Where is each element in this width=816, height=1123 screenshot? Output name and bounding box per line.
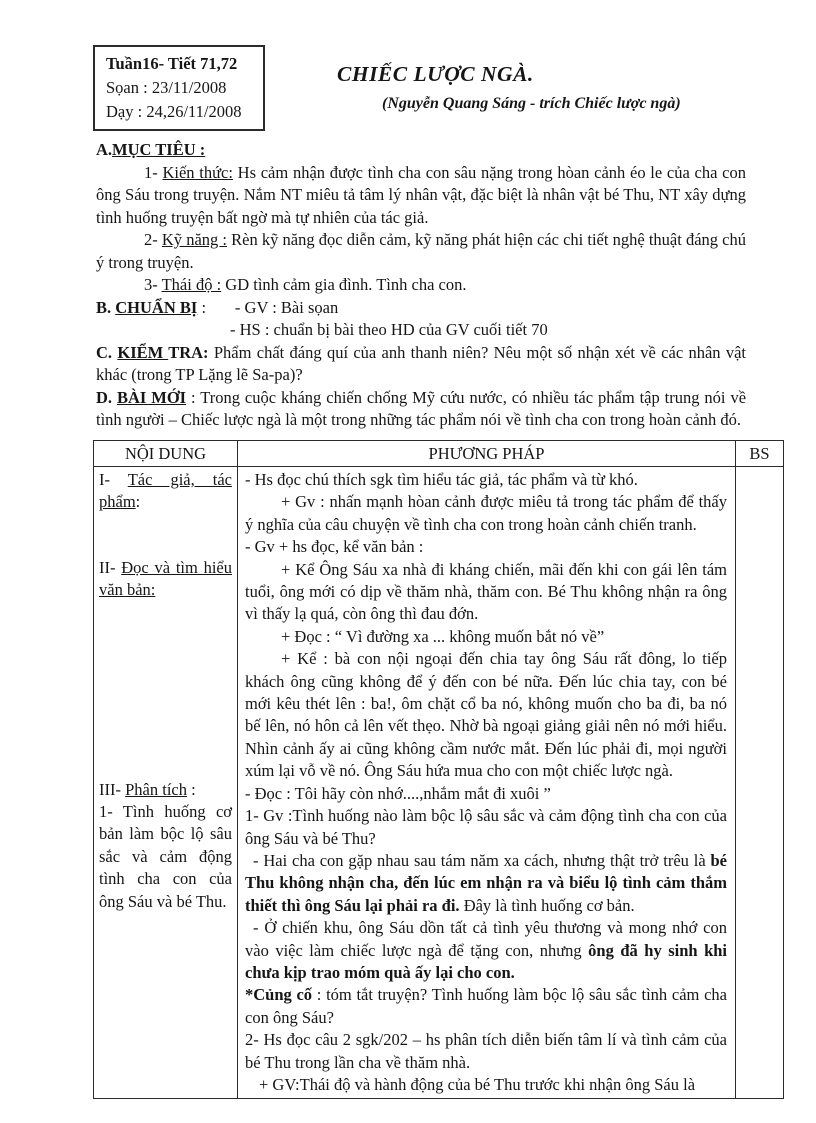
text-run: Phân tích <box>125 779 187 799</box>
para-gv-nhan-manh <box>245 491 727 536</box>
para-gv-cau-hoi-tinh-huong <box>245 805 727 850</box>
para-thai-do <box>96 274 746 297</box>
lesson-plan-table <box>93 440 784 1099</box>
text-run: - HS : chuẩn bị bài theo HD của GV cuối tiết 70 <box>230 320 548 339</box>
para-doc-vi-duong-xa <box>245 626 727 648</box>
table-header-row <box>94 441 784 467</box>
text-run: D. <box>96 387 117 407</box>
text-run: Kỹ năng : <box>161 230 228 249</box>
para-chuan-bi-hs <box>96 319 746 342</box>
week-period-label: Tuần16- Tiết 71,72 <box>106 54 238 73</box>
text-run: bé Thu không nhận cha, đến lúc em nhận ra và biểu lộ tình cảm thắm thiết thì ông Sáu lại phải ra đi. <box>245 850 727 915</box>
text-run: + Gv : nhấn mạnh hòan cảnh được miêu tả trong tác phẩm để thấy ý nghĩa của câu chuyện về tình cha con trong hoàn cảnh chiến tranh. <box>245 492 727 534</box>
column-header-bs: BS <box>736 441 784 467</box>
page-subtitle: (Nguyễn Quang Sáng - trích Chiếc lược ngà) <box>382 95 681 112</box>
para-hs-doc-cau-2 <box>245 1029 727 1074</box>
text-run: - GV : Bài sọan <box>206 297 339 317</box>
text-run: 3- <box>144 275 162 294</box>
para-hs-doc-chu-thich <box>245 469 727 491</box>
table-body-row <box>94 467 784 1099</box>
text-run: Hs cảm nhận được tình cha con sâu nặng trong hòan cảnh éo le của cha con ông Sáu trong truyện. Nắm NT miêu tả tâm lý nhân vật, đặc biệt là nhân vật bé Thu, NT xây dựng tình huống truyện bất ngờ mà tự nhiên của tác giả. <box>96 162 746 227</box>
text-run: III- <box>99 779 126 799</box>
para-kien-thuc <box>96 162 746 230</box>
text-run: B. <box>96 297 116 317</box>
text-run: - Hs đọc chú thích sgk tìm hiểu tác giả, tác phẩm và từ khó. <box>245 470 638 489</box>
text-run: + Kể : bà con nội ngoại đến chia tay ông Sáu rất đông, lo tiếp khách ông cũng không để ý đến con bé nữa. Đến lúc chia tay, con bé mới kêu thét lên : ba!, ôm chặt cổ ba nó, không muốn cho ba đi, ba nó bế lên, nó hôn cả lên vết thẹo. Nhờ bà ngoại giảng giải nên nó mới hiểu. Nhìn cảnh ấy ai cũng không cầm nước mắt. Đến lúc phải đi, mọi người xúm lại vỗ về nó. Ông Sáu hứa mua cho con một chiếc lược ngà. <box>245 649 727 781</box>
para-ky-nang <box>96 229 746 274</box>
text-run: BÀI MỚI <box>116 387 187 407</box>
content-outline-cell <box>94 467 238 1099</box>
text-run: Đọc và tìm hiểu văn bản: <box>99 557 232 600</box>
text-run: I- <box>99 470 128 489</box>
bs-cell <box>736 467 784 1099</box>
para-hai-cha-con <box>245 850 727 917</box>
column-header-phuong-phap: PHƯƠNG PHÁP <box>238 441 736 467</box>
text-run: Đây là tình huống cơ bản. <box>459 895 635 915</box>
prepared-date-label: Sọan : 23/11/2008 <box>106 78 227 97</box>
text-run: CHUẨN BỊ <box>115 297 198 317</box>
para-bai-moi <box>96 387 746 432</box>
text-run: + Đọc : “ Vì đường xa ... không muốn bắt nó về” <box>281 626 605 646</box>
text-run: - Đọc : Tôi hãy còn nhớ....,nhắm mắt đi xuôi ” <box>245 783 551 803</box>
text-run: : Trong cuộc kháng chiến chống Mỹ cứu nước, có nhiều tác phẩm tập trung nói về tình người – Chiếc lược ngà là một trong những tác phẩm nói về tình cha con trong hoàn cảnh đó. <box>96 387 747 429</box>
text-run: - Ở chiến khu, ông Sáu dồn tất cả tình yêu thương và mong nhớ con vào việc làm chiếc lược ngà để tặng con, nhưng <box>245 918 727 960</box>
text-run: + GV:Thái độ và hành động của bé Thu trước khi nhận ông Sáu là <box>259 1074 696 1094</box>
item-doc-va-tim-hieu <box>99 557 232 602</box>
method-cell <box>238 467 736 1099</box>
text-run: : <box>186 779 196 799</box>
item-phan-tich <box>99 779 232 801</box>
text-run: TRA: <box>168 342 209 362</box>
text-run: KIỂM <box>117 342 169 362</box>
para-kiem-tra <box>96 342 746 387</box>
lesson-info-box <box>93 45 265 131</box>
text-run: - Gv + hs đọc, kể văn bản : <box>245 537 424 557</box>
lesson-sections <box>96 139 746 432</box>
para-gv-thai-do-hanh-dong <box>245 1074 727 1096</box>
text-run: Thái độ : <box>161 275 222 294</box>
text-run: 2- <box>144 230 162 249</box>
text-run: : <box>197 297 207 317</box>
para-ke-ba-con <box>245 648 727 782</box>
text-run: Kiến thức: <box>162 162 233 182</box>
text-run: : tóm tắt truyện? Tình huống làm bộc lộ sâu sắc tình cảm cha con ông Sáu? <box>245 985 727 1027</box>
para-o-chien-khu <box>245 917 727 984</box>
text-run: Phẩm chất đáng quí của anh thanh niên? Nêu một số nhận xét về các nhân vật khác (trong TP Lặng lẽ Sa-pa)? <box>96 342 747 384</box>
text-run: A. <box>96 140 113 159</box>
item-tinh-huong-co-ban <box>99 801 232 913</box>
text-run: C. <box>96 342 118 362</box>
text-run: 1- <box>144 162 163 182</box>
text-run: 1- Gv :Tình huống nào làm bộc lộ sâu sắc và cảm động tình cha con của ông Sáu và bé Thu? <box>245 806 727 848</box>
text-run: + Kể Ông Sáu xa nhà đi kháng chiến, mãi đến khi con gái lên tám tuổi, ông mới có dịp về thăm nhà, thăm con. Bé Thu không nhận ra ông vì thấy lạ quá, còn ông thì đau đớn. <box>245 559 727 624</box>
para-ke-ong-sau <box>245 559 727 626</box>
text-run: MỤC TIÊU : <box>112 140 206 159</box>
page-title: CHIẾC LƯỢC NGÀ. <box>337 62 534 86</box>
taught-date-label: Dạy : 24,26/11/2008 <box>106 102 242 121</box>
text-run: - Hai cha con gặp nhau sau tám năm xa cách, nhưng thật trở trêu là <box>253 850 711 870</box>
text-run: ông đã hy sinh khi chưa kịp trao móm quà ấy lại cho con. <box>245 940 728 982</box>
para-cung-co <box>245 984 727 1029</box>
text-run: 1- Tình huống cơ bản làm bộc lộ sâu sắc và cảm động tình cha con của ông Sáu và bé Thu. <box>99 802 232 911</box>
text-run: 2- Hs đọc câu 2 sgk/202 – hs phân tích diễn biến tâm lí và tình cảm của bé Thu trong lần cha về thăm nhà. <box>245 1030 727 1072</box>
text-run: *Củng cố <box>245 985 313 1005</box>
text-run: II- <box>99 557 122 577</box>
heading-muc-tieu <box>96 139 746 162</box>
para-chuan-bi <box>96 297 746 320</box>
text-run: Rèn kỹ năng đọc diễn cảm, kỹ năng phát hiện các chi tiết nghệ thuật đáng chú ý trong truyện. <box>96 230 747 272</box>
text-run: GD tình cảm gia đình. Tình cha con. <box>221 275 467 294</box>
text-run: : <box>135 492 141 512</box>
column-header-noi-dung: NỘI DUNG <box>94 441 238 467</box>
para-doc-toi-hay-con-nho <box>245 783 727 805</box>
text-run: Tác giả, tác phẩm <box>99 470 232 512</box>
para-gv-hs-doc-ke <box>245 536 727 558</box>
item-tac-gia-tac-pham <box>99 469 232 514</box>
